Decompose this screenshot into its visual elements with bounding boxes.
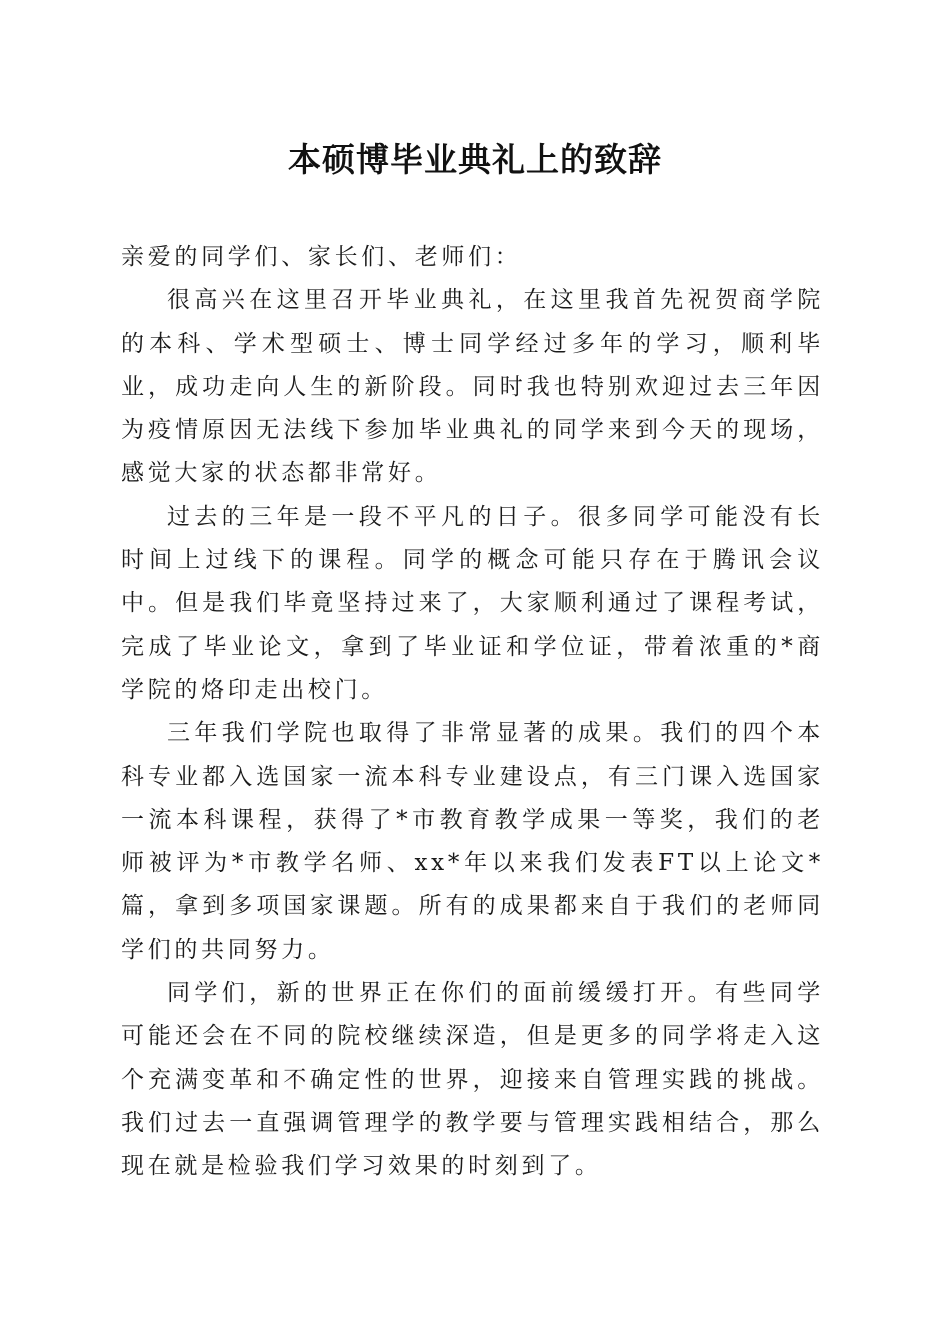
paragraph-4: 同学们，新的世界正在你们的面前缓缓打开。有些同学可能还会在不同的院校继续深造，但是更多的同学将走入这个充满变革和不确定性的世界，迎接来自管理实践的挑战。我们过去一直强调管理学的教学要与管理实践相结合，那么现在就是检验我们学习效果的时刻到了。 [121, 980, 824, 1180]
salutation: 亲爱的同学们、家长们、老师们： [121, 244, 522, 270]
document-body [121, 236, 824, 1189]
paragraph-3: 三年我们学院也取得了非常显著的成果。我们的四个本科专业都入选国家一流本科专业建设点，有三门课入选国家一流本科课程，获得了*市教育教学成果一等奖，我们的老师被评为*市教学名师、xx*年以来我们发表FT以上论文*篇，拿到多项国家课题。所有的成果都来自于我们的老师同学们的共同努力。 [121, 720, 824, 963]
paragraph-1: 很高兴在这里召开毕业典礼，在这里我首先祝贺商学院的本科、学术型硕士、博士同学经过多年的学习，顺利毕业，成功走向人生的新阶段。同时我也特别欢迎过去三年因为疫情原因无法线下参加毕业典礼的同学来到今天的现场，感觉大家的状态都非常好。 [121, 287, 824, 487]
document-title: 本硕博毕业典礼上的致辞 [288, 140, 662, 179]
paragraph-2: 过去的三年是一段不平凡的日子。很多同学可能没有长时间上过线下的课程。同学的概念可能只存在于腾讯会议中。但是我们毕竟坚持过来了，大家顺利通过了课程考试，完成了毕业论文，拿到了毕业证和学位证，带着浓重的*商学院的烙印走出校门。 [121, 503, 824, 703]
